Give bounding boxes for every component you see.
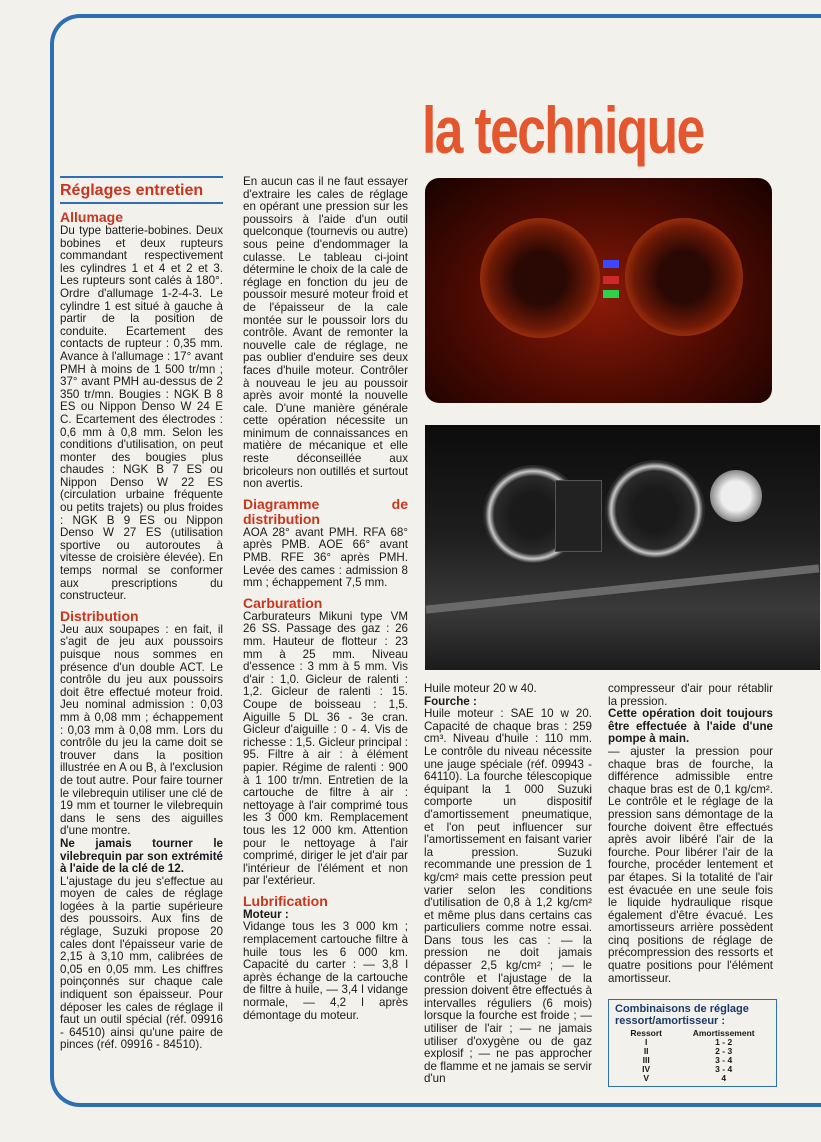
divider	[60, 176, 223, 178]
indicator-panel	[555, 480, 602, 552]
intro-text: En aucun cas il ne faut essayer d'extraire les cales de réglage en opérant une pression sur les poussoirs à l'aide d'un outil quelconque (tournevis ou autre) sous peine d'endommager la culasse. Le tableau ci-joint détermine le choix de la cale de réglage en fonction du jeu de poussoir mesuré moteur froid et de l'épaisseur de la cale montée sur le poussoir lors du contrôle. Avant de remonter la nouvelle cale de réglage, ne pas oublier d'enduire ses deux faces d'huile moteur. Contrôler à nouveau le jeu au poussoir après avoir monté la nouvelle cale. D'une manière générale cette opération nécessite un minimum de connaissances en matière de mécanique et elle reste déconseillée aux bricoleurs non outillés et surtout non avertis.	[243, 175, 408, 491]
table-cell: 3 - 4	[715, 1055, 733, 1065]
column-1	[60, 176, 223, 1052]
section-heading: Réglages entretien	[60, 182, 204, 199]
ressort-column	[630, 1029, 662, 1083]
indicator-light	[603, 260, 619, 268]
moteur-label: Moteur :	[243, 907, 289, 921]
reservoir-cap	[710, 470, 762, 522]
photo-dashboard-night	[425, 178, 772, 403]
table-cell: 2 - 3	[715, 1046, 733, 1056]
fourche-label: Fourche :	[424, 694, 477, 708]
heading-carburation: Carburation	[243, 594, 323, 611]
table-cell: I	[645, 1037, 648, 1047]
distribution-text: Jeu aux soupapes : en fait, il s'agit de jeu aux poussoirs puisque nous sommes en présence d'un double ACT. Le contrôle du jeu aux poussoirs doit être effectué moteur froid. Jeu nominal admission : 0,03 mm à 0,08 mm ; échappement : 0,03 mm à 0,08 mm. Lors du contrôle du jeu la came doit se trouver dans la position illustrée en A ou B, à l'exclusion de tout autre. Pour faire tourner le vilebrequin utiliser une clé de 19 mm et tourner le vilebrequin dans le sens des aiguilles d'une montre.	[60, 622, 223, 838]
column-2	[243, 176, 408, 1022]
gauge-left	[480, 218, 600, 338]
distribution-warning: Ne jamais tourner le vilebrequin par son extrémité à l'aide de la clé de 12.	[60, 836, 223, 876]
heading-lubrification: Lubrification	[243, 892, 328, 909]
compresseur-text: compresseur d'air pour rétablir la pression.	[608, 682, 773, 708]
table-cell: V	[643, 1073, 650, 1083]
table-cell: 3 - 4	[715, 1064, 733, 1074]
table-cell: II	[643, 1046, 649, 1056]
ressort-header: Ressort	[630, 1028, 663, 1038]
amortissement-column	[693, 1029, 755, 1083]
pression-text: — ajuster la pression pour chaque bras de fourche, la différence admissible entre chaque bras est de 0,1 kg/cm². Le contrôle et le réglage de la pression sans démontage de la fourche doivent être effectués après avoir libéré l'air de la fourche. Pour libérer l'air de la fourche, procéder lentement et par étapes. Si la totalité de l'air est évacuée en une seule fois le liquide hydraulique risque également d'être évacué. Les amortisseurs arrière possèdent cinq positions de réglage de précompression des ressorts et quatre positions pour l'élément amortisseur.	[608, 744, 773, 985]
photo-dashboard-day	[425, 425, 820, 670]
table-cell: 4	[721, 1073, 727, 1083]
heading-distribution: Distribution	[60, 607, 139, 624]
speedometer	[605, 460, 705, 560]
heading-diagramme: Diagramme de distribution	[243, 495, 408, 527]
diagramme-text: AOA 28° avant PMH. RFA 68° après PMB. AOE 66° avant PMB. RFE 36° après PMH. Levée des cames : admission 8 mm ; échappement 7,5 mm.	[243, 525, 408, 590]
indicator-light	[603, 276, 619, 284]
carburation-text: Carburateurs Mikuni type VM 26 SS. Passage des gaz : 26 mm. Hauteur de flotteur : 23 mm à 25 mm. Niveau d'essence : 3 mm à 5 mm. Vis d'air : 1,0. Gicleur de ralenti : 1,2. Gicleur de ralenti : 15. Coupe de boisseau : 1,5. Aiguille 5 DL 36 - 3e cran. Gicleur d'aiguille : 0 - 4. Vis de richesse : 1,5. Gicleur principal : 95. Filtre à air : à élément papier. Régime de ralenti : 900 à 1 100 tr/mn. Entretien de la cartouche de filtre à air : nettoyage à l'air comprimé tous les 3 000 km. Remplacement tous les 12 000 km. Attention pour le nettoyage à l'air comprimé, diriger le jet d'air par l'intérieur de l'élément et non par l'extérieur.	[243, 609, 408, 888]
fourche-text: Huile moteur : SAE 10 w 20. Capacité de chaque bras : 259 cm³. Niveau d'huile : 110 mm. Le contrôle du niveau nécessite une jauge spéciale (réf. 09943 - 64110). La fourche télescopique équipant la 1 000 Suzuki comporte un dispositif d'amortissement pneumatique, et l'on peut influencer sur l'amortissement en faisant varier la pression. Suzuki recommande une pression de 1 kg/cm² mais cette pression peut varier selon les conditions d'utilisation de 0,8 à 1,2 kg/cm² et même plus dans certains cas particuliers comme notre essai. Dans tous les cas : — la pression ne doit jamais dépasser 2,5 kg/cm² ; — le contrôle et l'ajustage de la pression doivent être effectués à intervalles réguliers (6 mois) lorsque la fourche est froide ; — utiliser de l'air ; — ne jamais utiliser d'oxygène ou de gaz explosif ; — ne pas approcher de flamme et ne jamais se servir d'un	[424, 707, 592, 1086]
column-3	[424, 683, 592, 1086]
table-title: Combinaisons de réglage ressort/amortisseur :	[615, 1003, 749, 1027]
table-cell: III	[642, 1055, 650, 1065]
divider	[60, 202, 223, 204]
allumage-text: Du type batterie-bobines. Deux bobines et deux rupteurs commandant respectivement les cylindres 1 et 4 et 2 et 3. Les rupteurs sont calés à 180°. Ordre d'allumage 1-2-4-3. Le cylindre 1 est situé à gauche à partir de la position de conduite. Ecartement des contacts de rupteur : 0,35 mm. Avance à l'allumage : 17° avant PMH à moins de 1 500 tr/mn ; 37° avant PMH au-dessus de 2 350 tr/mn. Bougies : NGK B 8 ES ou Nippon Denso W 24 E C. Ecartement des électrodes : 0,6 mm à 0,8 mm. Selon les conditions d'utilisation, on peut monter des bougies plus chaudes : NGK B 7 ES ou Nippon Denso W 22 ES (circulation urbaine fréquente ou petits trajets) ou plus froides : NGK B 9 ES ou Nippon Denso W 27 ES (utilisation sportive ou autoroutes à vitesse de croisière élevée). En temps normal se conformer aux prescriptions du constructeur.	[60, 224, 223, 603]
distribution-text-2: L'ajustage du jeu s'effectue au moyen de cales de réglage logées à la partie supérieure des poussoirs. Aux fins de réglage, Suzuki propose 20 cales dont l'épaisseur varie de 2,15 à 3,10 mm, calibrées de 0,05 en 0,05 mm. Les chiffres poinçonnés sur chaque cale indiquent son épaisseur. Pour déposer les cales de réglage il faut un outil spécial (réf. 09916 - 64510) ainsi qu'une paire de pinces (réf. 09916 - 84510).	[60, 874, 223, 1052]
pompe-warning: Cette opération doit toujours être effectuée à l'aide d'une pompe à main.	[608, 707, 773, 746]
handlebar	[426, 564, 820, 613]
amortissement-header: Amortissement	[692, 1028, 755, 1038]
combinaisons-table	[608, 999, 777, 1087]
table-cell: IV	[642, 1064, 651, 1074]
heading-allumage: Allumage	[60, 209, 124, 225]
gauge-right	[625, 218, 743, 336]
lubrification-text: Vidange tous les 3 000 km ; remplacement cartouche filtre à huile tous les 6 000 km. Capacité du carter : — 3,8 l après échange de la cartouche de filtre à huile, — 3,4 l vidange normale, — 4,2 l après démontage du moteur.	[243, 920, 408, 1022]
table-body	[615, 1029, 770, 1083]
column-4	[608, 683, 773, 985]
huile-text: Huile moteur 20 w 40.	[424, 682, 537, 695]
table-cell: 1 - 2	[715, 1037, 733, 1047]
page-title: la technique	[422, 93, 704, 167]
indicator-light	[603, 290, 619, 298]
